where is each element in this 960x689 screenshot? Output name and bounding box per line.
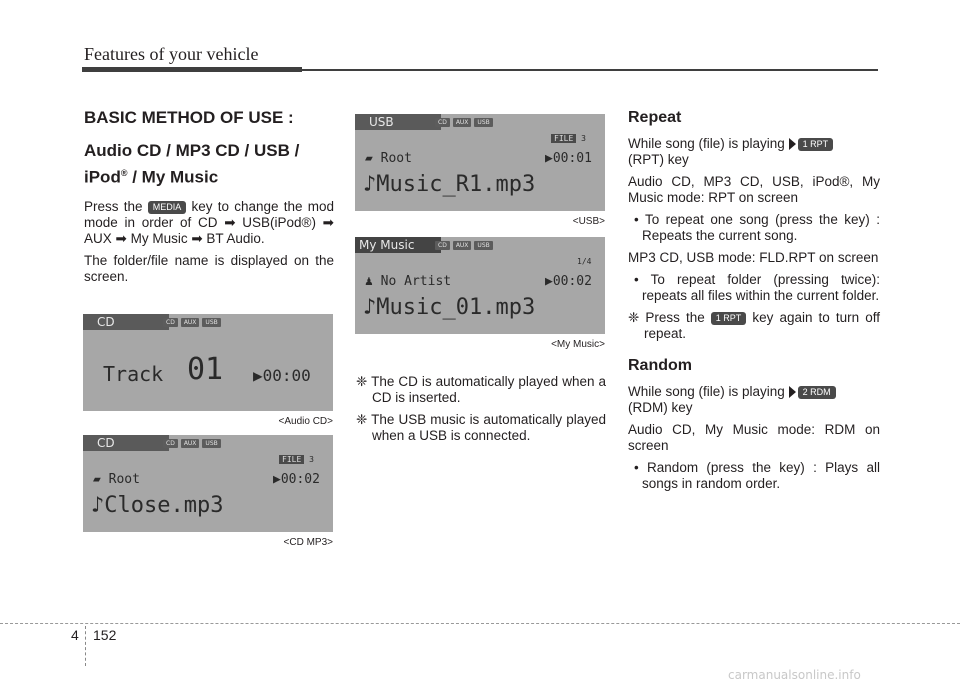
- repeat-modes: Audio CD, MP3 CD, USB, iPod®, My Music mode: RPT on screen: [628, 174, 880, 205]
- play-arrow-icon: [789, 386, 796, 398]
- note-usb-autoplay: ❈ The USB music is automatically played when a USB is connected.: [356, 412, 606, 443]
- repeat-bullet-folder: • To repeat folder (pressing twice): repeats all files within the current folder.: [634, 272, 880, 303]
- elapsed-time: ▶00:02: [545, 274, 592, 289]
- artist-name: ♟ No Artist: [365, 274, 452, 289]
- repeat-fld-modes: MP3 CD, USB mode: FLD.RPT on screen: [628, 250, 879, 265]
- header-rule-thin: [302, 69, 878, 71]
- song-name: ♪Music_R1.mp3: [363, 172, 536, 197]
- source-chips: CD AUX USB: [163, 318, 221, 327]
- play-arrow-icon: [789, 138, 796, 150]
- media-button-icon: MEDIA: [148, 201, 187, 214]
- folder-name: ▰ Root: [365, 151, 412, 166]
- media-instruction: Press the MEDIA key to change the mod mode in order of CD ➡ USB(iPod®) ➡ AUX ➡ My Music ➡ BT Audio.: [84, 198, 334, 246]
- screen-mode-tab: CD: [83, 314, 169, 330]
- repeat-off-note: ❈ Press the 1 RPT key again to turn off repeat.: [628, 310, 880, 341]
- song-name: ♪Close.mp3: [91, 493, 224, 518]
- column-1: [84, 108, 334, 291]
- random-modes: Audio CD, My Music mode: RDM on screen: [628, 422, 880, 453]
- column-2-notes: [356, 374, 606, 450]
- file-indicator: FILE 3: [551, 134, 586, 143]
- repeat-heading: Repeat: [628, 109, 682, 126]
- file-indicator: FILE 3: [279, 455, 314, 464]
- random-intro: While song (file) is playing 2 RDM (RDM) key: [628, 384, 880, 416]
- caption-cd-mp3: <CD MP3>: [283, 537, 333, 548]
- watermark: carmanualsonline.info: [728, 668, 861, 682]
- usb-screen: [355, 114, 605, 211]
- source-chips: CD AUX USB: [163, 439, 221, 448]
- repeat-bullet-song: • To repeat one song (press the key) : Repeats the current song.: [634, 212, 880, 243]
- subsection-heading: Audio CD / MP3 CD / USB / iPod® / My Music: [84, 141, 300, 187]
- rpt-button-icon: 1 RPT: [798, 138, 834, 151]
- rpt-key: [789, 138, 834, 151]
- caption-my-music: <My Music>: [551, 339, 605, 350]
- track-label: Track: [103, 362, 164, 386]
- source-chips: CD AUX USB: [435, 241, 493, 250]
- page-number: 152: [93, 627, 117, 643]
- screen-mode-tab: USB: [355, 114, 441, 130]
- random-heading: Random: [628, 357, 692, 374]
- cd-mp3-screen: [83, 435, 333, 532]
- header-rule-thick: [82, 67, 302, 72]
- source-chips: CD AUX USB: [435, 118, 493, 127]
- track-counter: 1/4: [577, 257, 592, 266]
- elapsed-time: ▶00:02: [273, 472, 320, 487]
- repeat-intro: While song (file) is playing 1 RPT (RPT) key: [628, 136, 880, 168]
- column-3: [628, 108, 880, 498]
- rpt-button-icon: 1 RPT: [711, 312, 747, 325]
- caption-audio-cd: <Audio CD>: [278, 416, 333, 427]
- elapsed-time: ▶00:00: [253, 366, 311, 385]
- note-cd-autoplay: ❈ The CD is automatically played when a CD is inserted.: [356, 374, 606, 405]
- folder-name: ▰ Root: [93, 472, 140, 487]
- footer-divider: [85, 626, 86, 666]
- random-bullet: • Random (press the key) : Plays all songs in random order.: [634, 460, 880, 491]
- chapter-number: 4: [71, 627, 79, 643]
- audio-cd-screen: [83, 314, 333, 411]
- rdm-button-icon: 2 RDM: [798, 386, 836, 399]
- folder-display-note: The folder/file name is displayed on the screen.: [84, 252, 334, 284]
- screen-mode-tab: CD: [83, 435, 169, 451]
- caption-usb: <USB>: [572, 216, 605, 227]
- section-heading: BASIC METHOD OF USE :: [84, 108, 294, 127]
- page-header-title: Features of your vehicle: [84, 44, 259, 64]
- elapsed-time: ▶00:01: [545, 151, 592, 166]
- my-music-screen: [355, 237, 605, 334]
- rdm-key: [789, 386, 836, 399]
- song-name: ♪Music_01.mp3: [363, 295, 536, 320]
- footer-rule: [0, 623, 960, 624]
- track-number: 01: [187, 352, 224, 387]
- screen-mode-tab: My Music: [355, 237, 441, 253]
